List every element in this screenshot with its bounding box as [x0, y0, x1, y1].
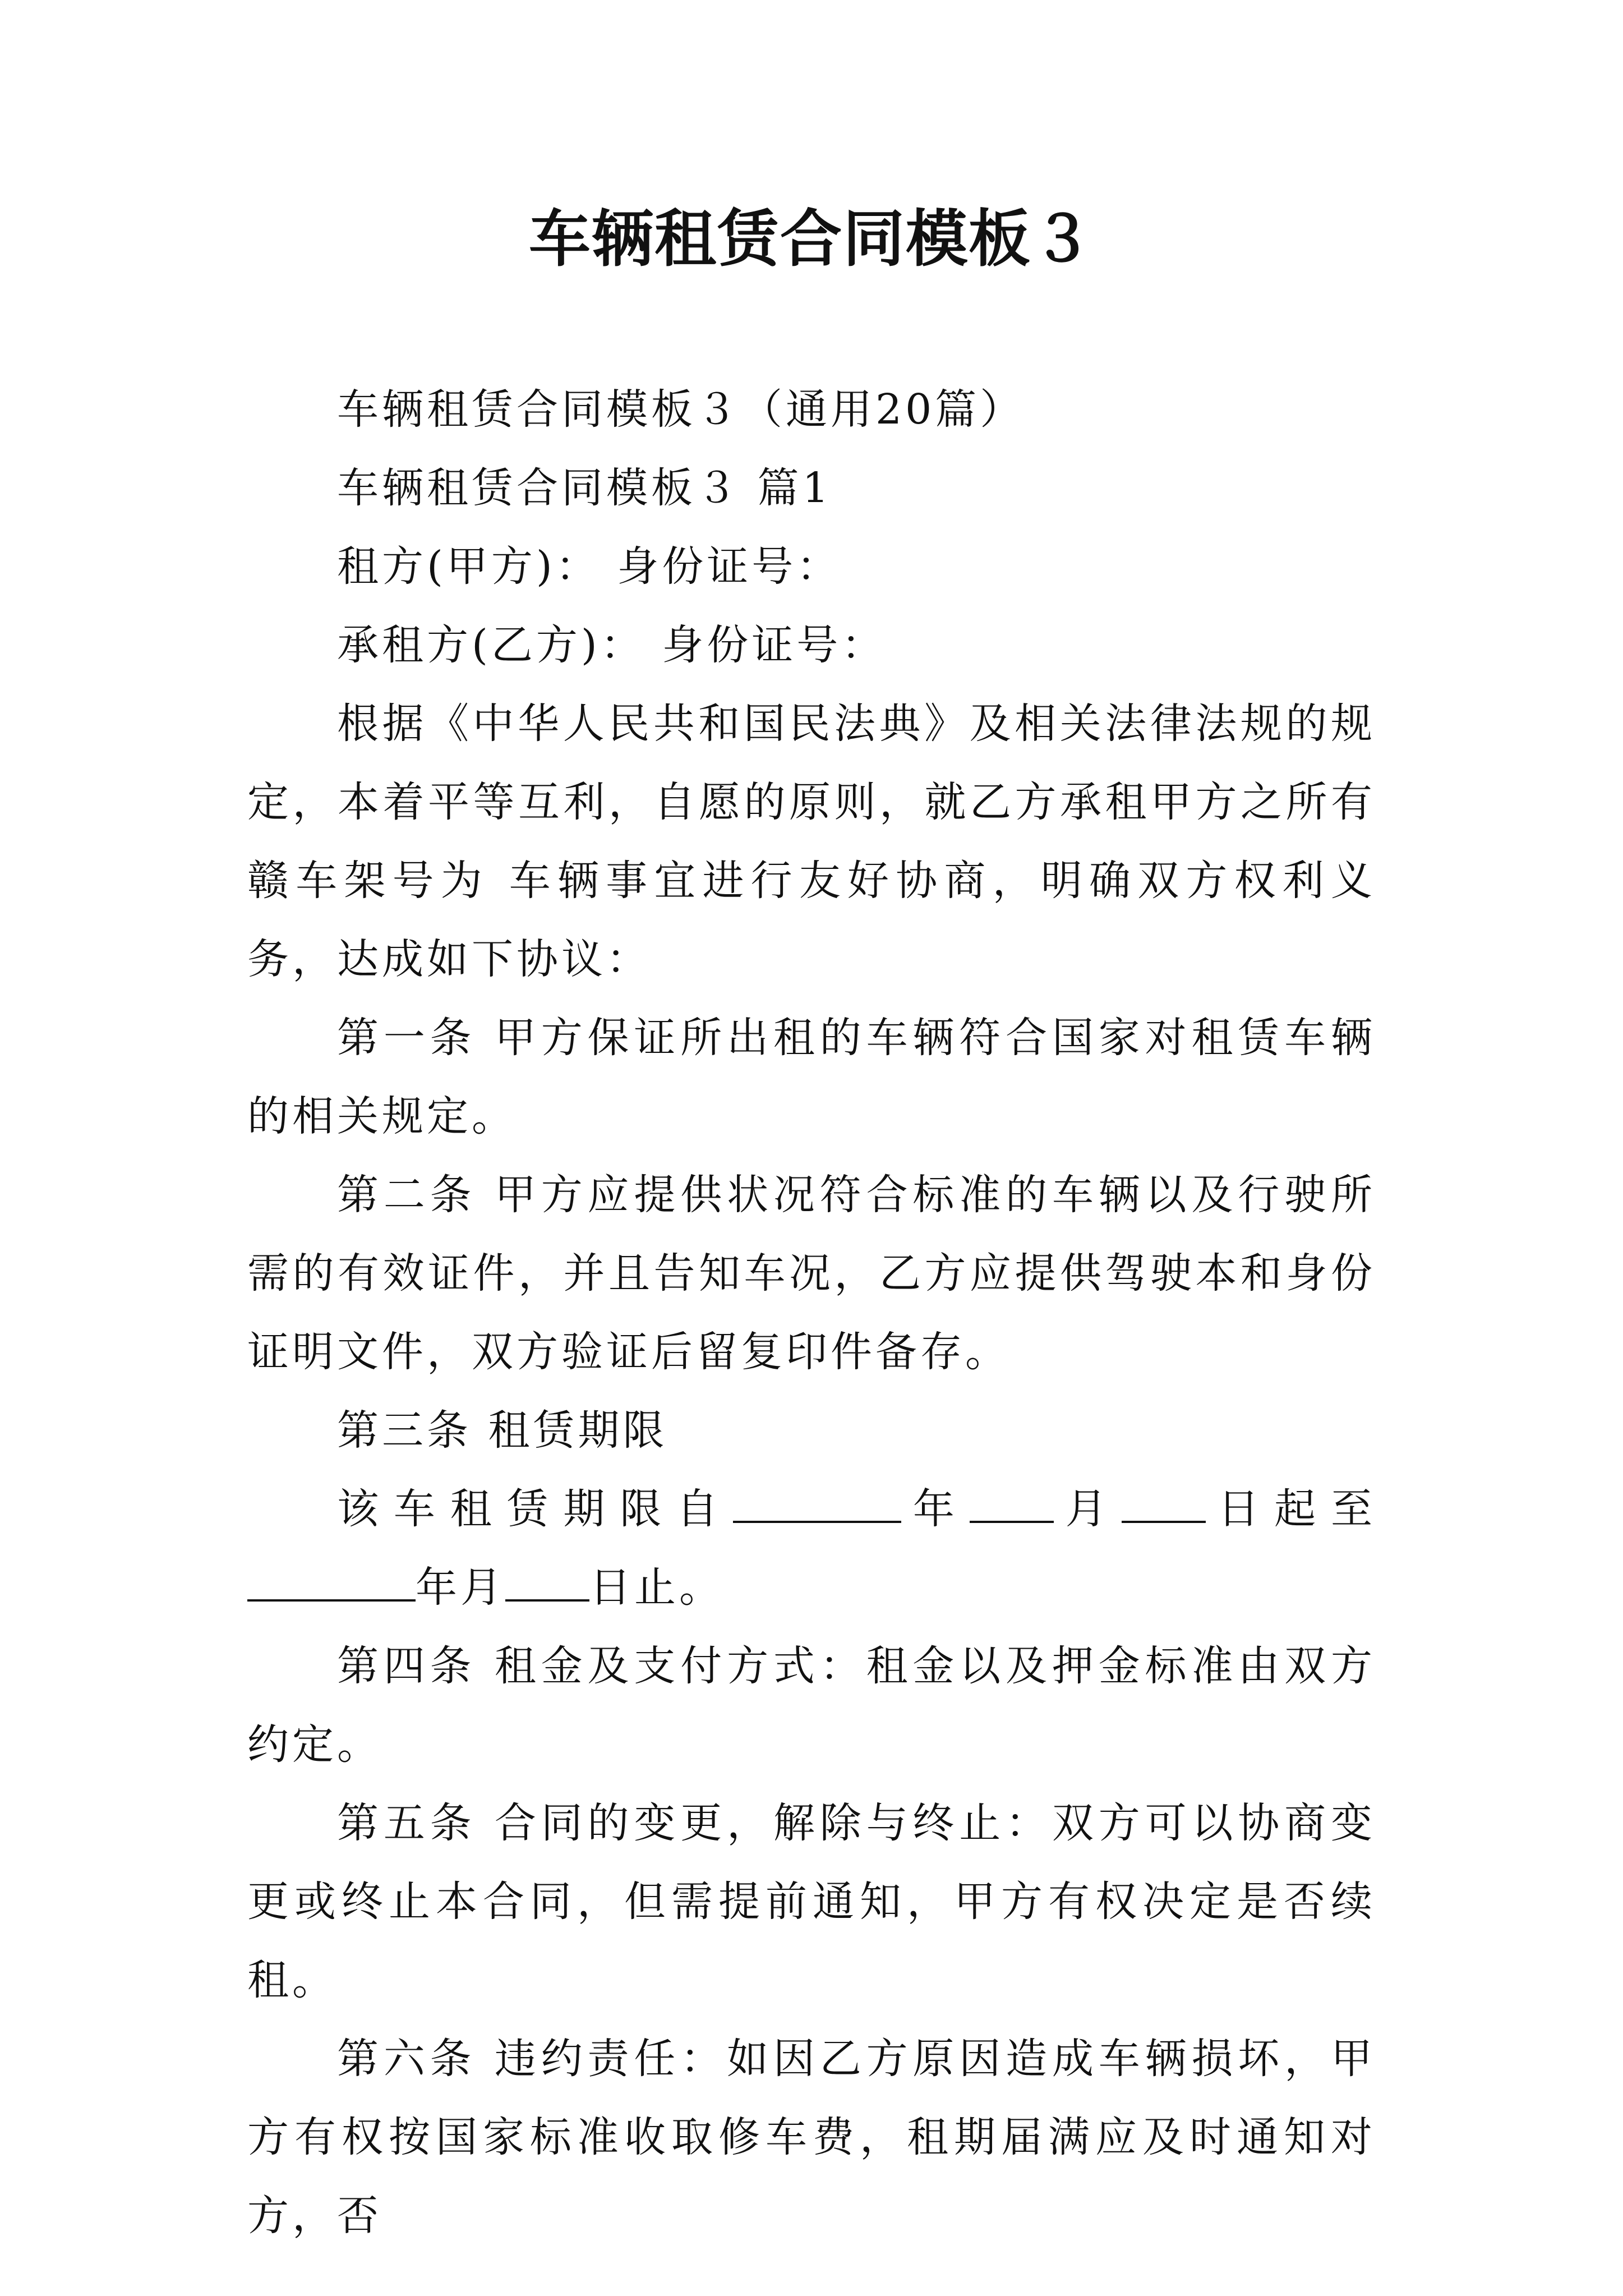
lease-term-year: 年	[901, 1485, 970, 1533]
article-3-title: 第三条 租赁期限	[337, 1406, 668, 1455]
article-2: 第二条 甲方应提供状况符合标准的车辆以及行驶所需的有效证件，并且告知车况，乙方应提供驾驶本和身份证明文件，双方验证后留复印件备存。	[247, 1171, 1376, 1376]
article-5: 第五条 合同的变更，解除与终止：双方可以协商变更或终止本合同，但需提前通知，甲方有权决定是否续租。	[247, 1799, 1376, 2004]
lease-term-paragraph	[247, 1470, 1376, 1627]
month-start-blank	[970, 1481, 1054, 1523]
lease-term-year-month-end: 年月	[416, 1563, 505, 1612]
day-end-blank	[505, 1560, 589, 1602]
article-6: 第六条 违约责任：如因乙方原因造成车辆损坏，甲方有权按国家标准收取修车费，租期届满应及时通知对方，否	[247, 2035, 1376, 2240]
lease-term-prefix: 该车租赁期限自	[337, 1485, 733, 1533]
article-4: 第四条 租金及支付方式：租金以及押金标准由双方约定。	[247, 1642, 1376, 1769]
lease-term-day-start: 日起至	[1206, 1485, 1376, 1533]
preamble-paragraph: 根据《中华人民共和国民法典》及相关法律法规的规定，本着平等互利，自愿的原则，就乙方承租甲方之所有赣车架号为 车辆事宜进行友好协商，明确双方权利义务，达成如下协议：	[247, 700, 1376, 983]
day-start-blank	[1122, 1481, 1206, 1523]
year-end-blank	[247, 1560, 416, 1602]
document-title: 车辆租赁合同模板３	[529, 203, 1094, 275]
lease-term-month: 月	[1053, 1485, 1122, 1533]
section-heading: 车辆租赁合同模板３ 篇1	[337, 464, 832, 512]
lease-term-day-end: 日止。	[589, 1563, 724, 1612]
lessor-line: 租方(甲方)： 身份证号：	[337, 542, 842, 591]
subtitle-line: 车辆租赁合同模板３（通用20篇）	[337, 385, 1025, 434]
lessee-line: 承租方(乙方)： 身份证号：	[337, 621, 887, 669]
year-start-blank	[733, 1481, 901, 1523]
document-body	[247, 370, 1376, 2255]
article-1: 第一条 甲方保证所出租的车辆符合国家对租赁车辆的相关规定。	[247, 1014, 1376, 1140]
